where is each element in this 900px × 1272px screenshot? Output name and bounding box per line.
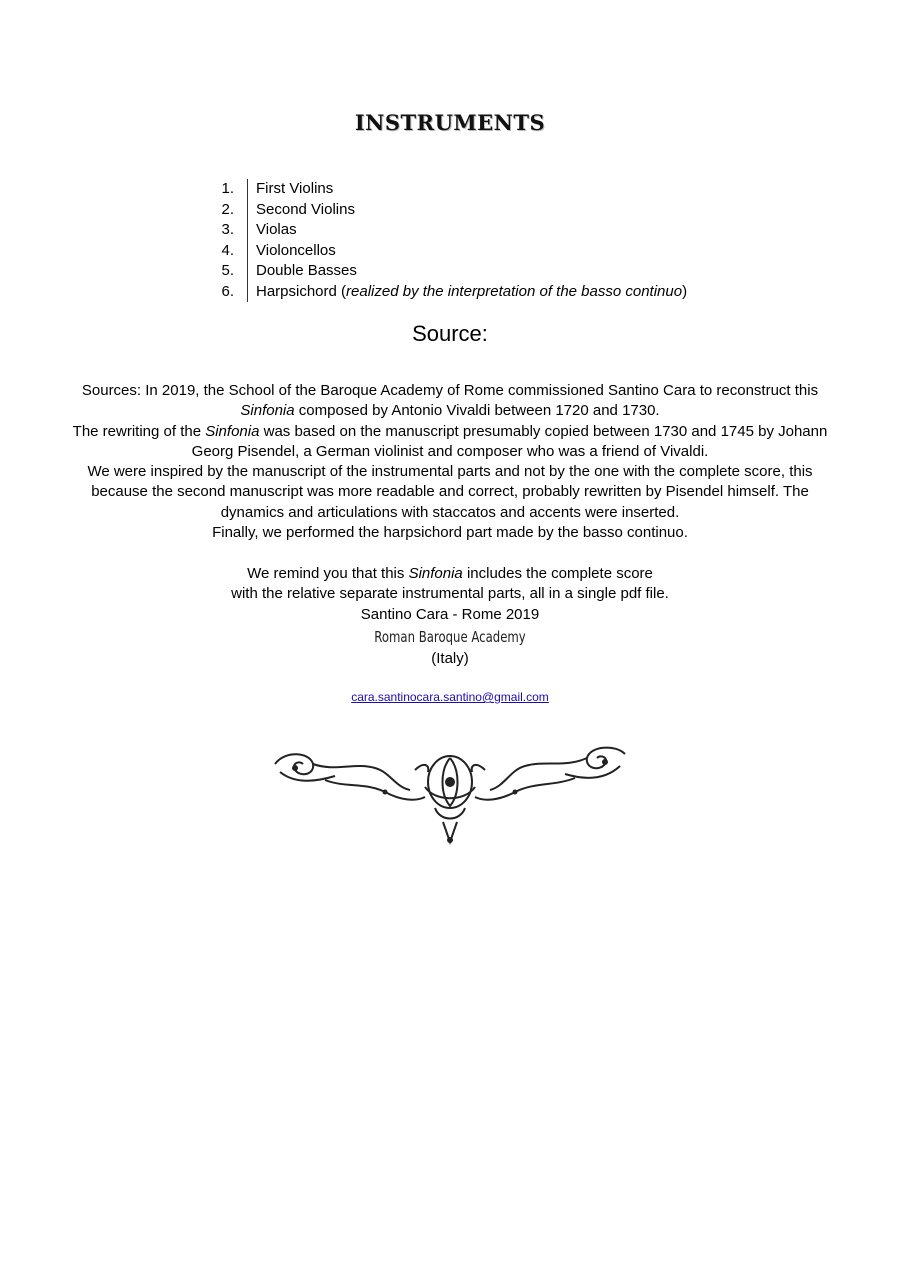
emphasis: Sinfonia <box>240 402 295 420</box>
sources-line-1 <box>60 381 840 422</box>
list-divider <box>247 220 248 241</box>
list-divider <box>247 261 248 282</box>
instrument-label: Violas <box>256 221 297 238</box>
remind-line-1 <box>60 564 840 584</box>
instrument-label-harpsichord <box>256 282 687 303</box>
email-link[interactable]: cara.santinocara.santino@gmail.com <box>351 690 549 704</box>
emphasis: Sinfonia <box>205 422 260 440</box>
text-run: Sources: In 2019, the School of the Baroque Academy of Rome commissioned Santino Cara to reconstruct this <box>81 382 819 399</box>
text-run: composed by Antonio Vivaldi between 1720 and 1730. <box>294 402 660 420</box>
list-number: 2. <box>221 200 234 218</box>
list-number: 6. <box>221 282 234 300</box>
list-item <box>200 261 687 282</box>
text-run: The rewriting of the <box>72 422 206 440</box>
country-label: (Italy) <box>431 650 469 667</box>
list-item <box>200 282 687 303</box>
text-run: includes the complete score <box>462 565 653 582</box>
list-divider <box>247 179 248 200</box>
list-divider <box>247 282 248 303</box>
list-divider <box>247 241 248 262</box>
instrument-list <box>200 179 687 302</box>
list-number: 5. <box>221 262 234 279</box>
list-item <box>200 179 687 200</box>
sources-line-4: Finally, we performed the harpsichord part made by the basso continuo. <box>212 524 688 542</box>
instrument-label: Double Basses <box>256 262 357 279</box>
list-divider <box>247 200 248 221</box>
list-item <box>200 200 687 221</box>
list-number: 3. <box>221 221 234 238</box>
instrument-label-text: Harpsichord ( <box>256 282 347 300</box>
signature-line: Santino Cara - Rome 2019 <box>360 605 540 623</box>
academy-name: Roman Baroque Academy <box>374 628 526 646</box>
source-title: Source: <box>412 321 488 346</box>
instrument-label-italic: realized by the interpretation of the basso continuo <box>346 282 683 300</box>
instrument-label: Second Violins <box>256 200 355 218</box>
sources-paragraph <box>60 381 840 543</box>
list-number: 1. <box>221 180 234 197</box>
list-item <box>200 220 687 241</box>
emphasis: Sinfonia <box>408 565 463 582</box>
instrument-label: First Violins <box>256 180 334 197</box>
instrument-label-suffix: ) <box>682 282 688 300</box>
text-run: was based on the manuscript presumably copied between 1730 and 1745 by Johann Georg Pisendel, a German violinist and composer who was a friend of Vivaldi. <box>191 422 828 460</box>
page-heading: INSTRUMENTS <box>354 110 546 135</box>
ornament-flourish-icon <box>265 742 635 847</box>
text-run: We remind you that this <box>247 565 409 582</box>
email-link-wrapper <box>0 690 900 704</box>
list-number: 4. <box>221 241 234 259</box>
instrument-label: Violoncellos <box>256 241 336 259</box>
sources-line-3: We were inspired by the manuscript of the instrumental parts and not by the one with the complete score, this because the second manuscript was more readable and correct, probably rewritten by Pisendel himself. The dynamics and articulations with staccatos and accents were inserted. <box>87 463 813 521</box>
list-item <box>200 241 687 262</box>
remind-paragraph <box>60 564 840 625</box>
sources-line-2 <box>60 422 840 463</box>
remind-line-2: with the relative separate instrumental parts, all in a single pdf file. <box>231 585 669 603</box>
